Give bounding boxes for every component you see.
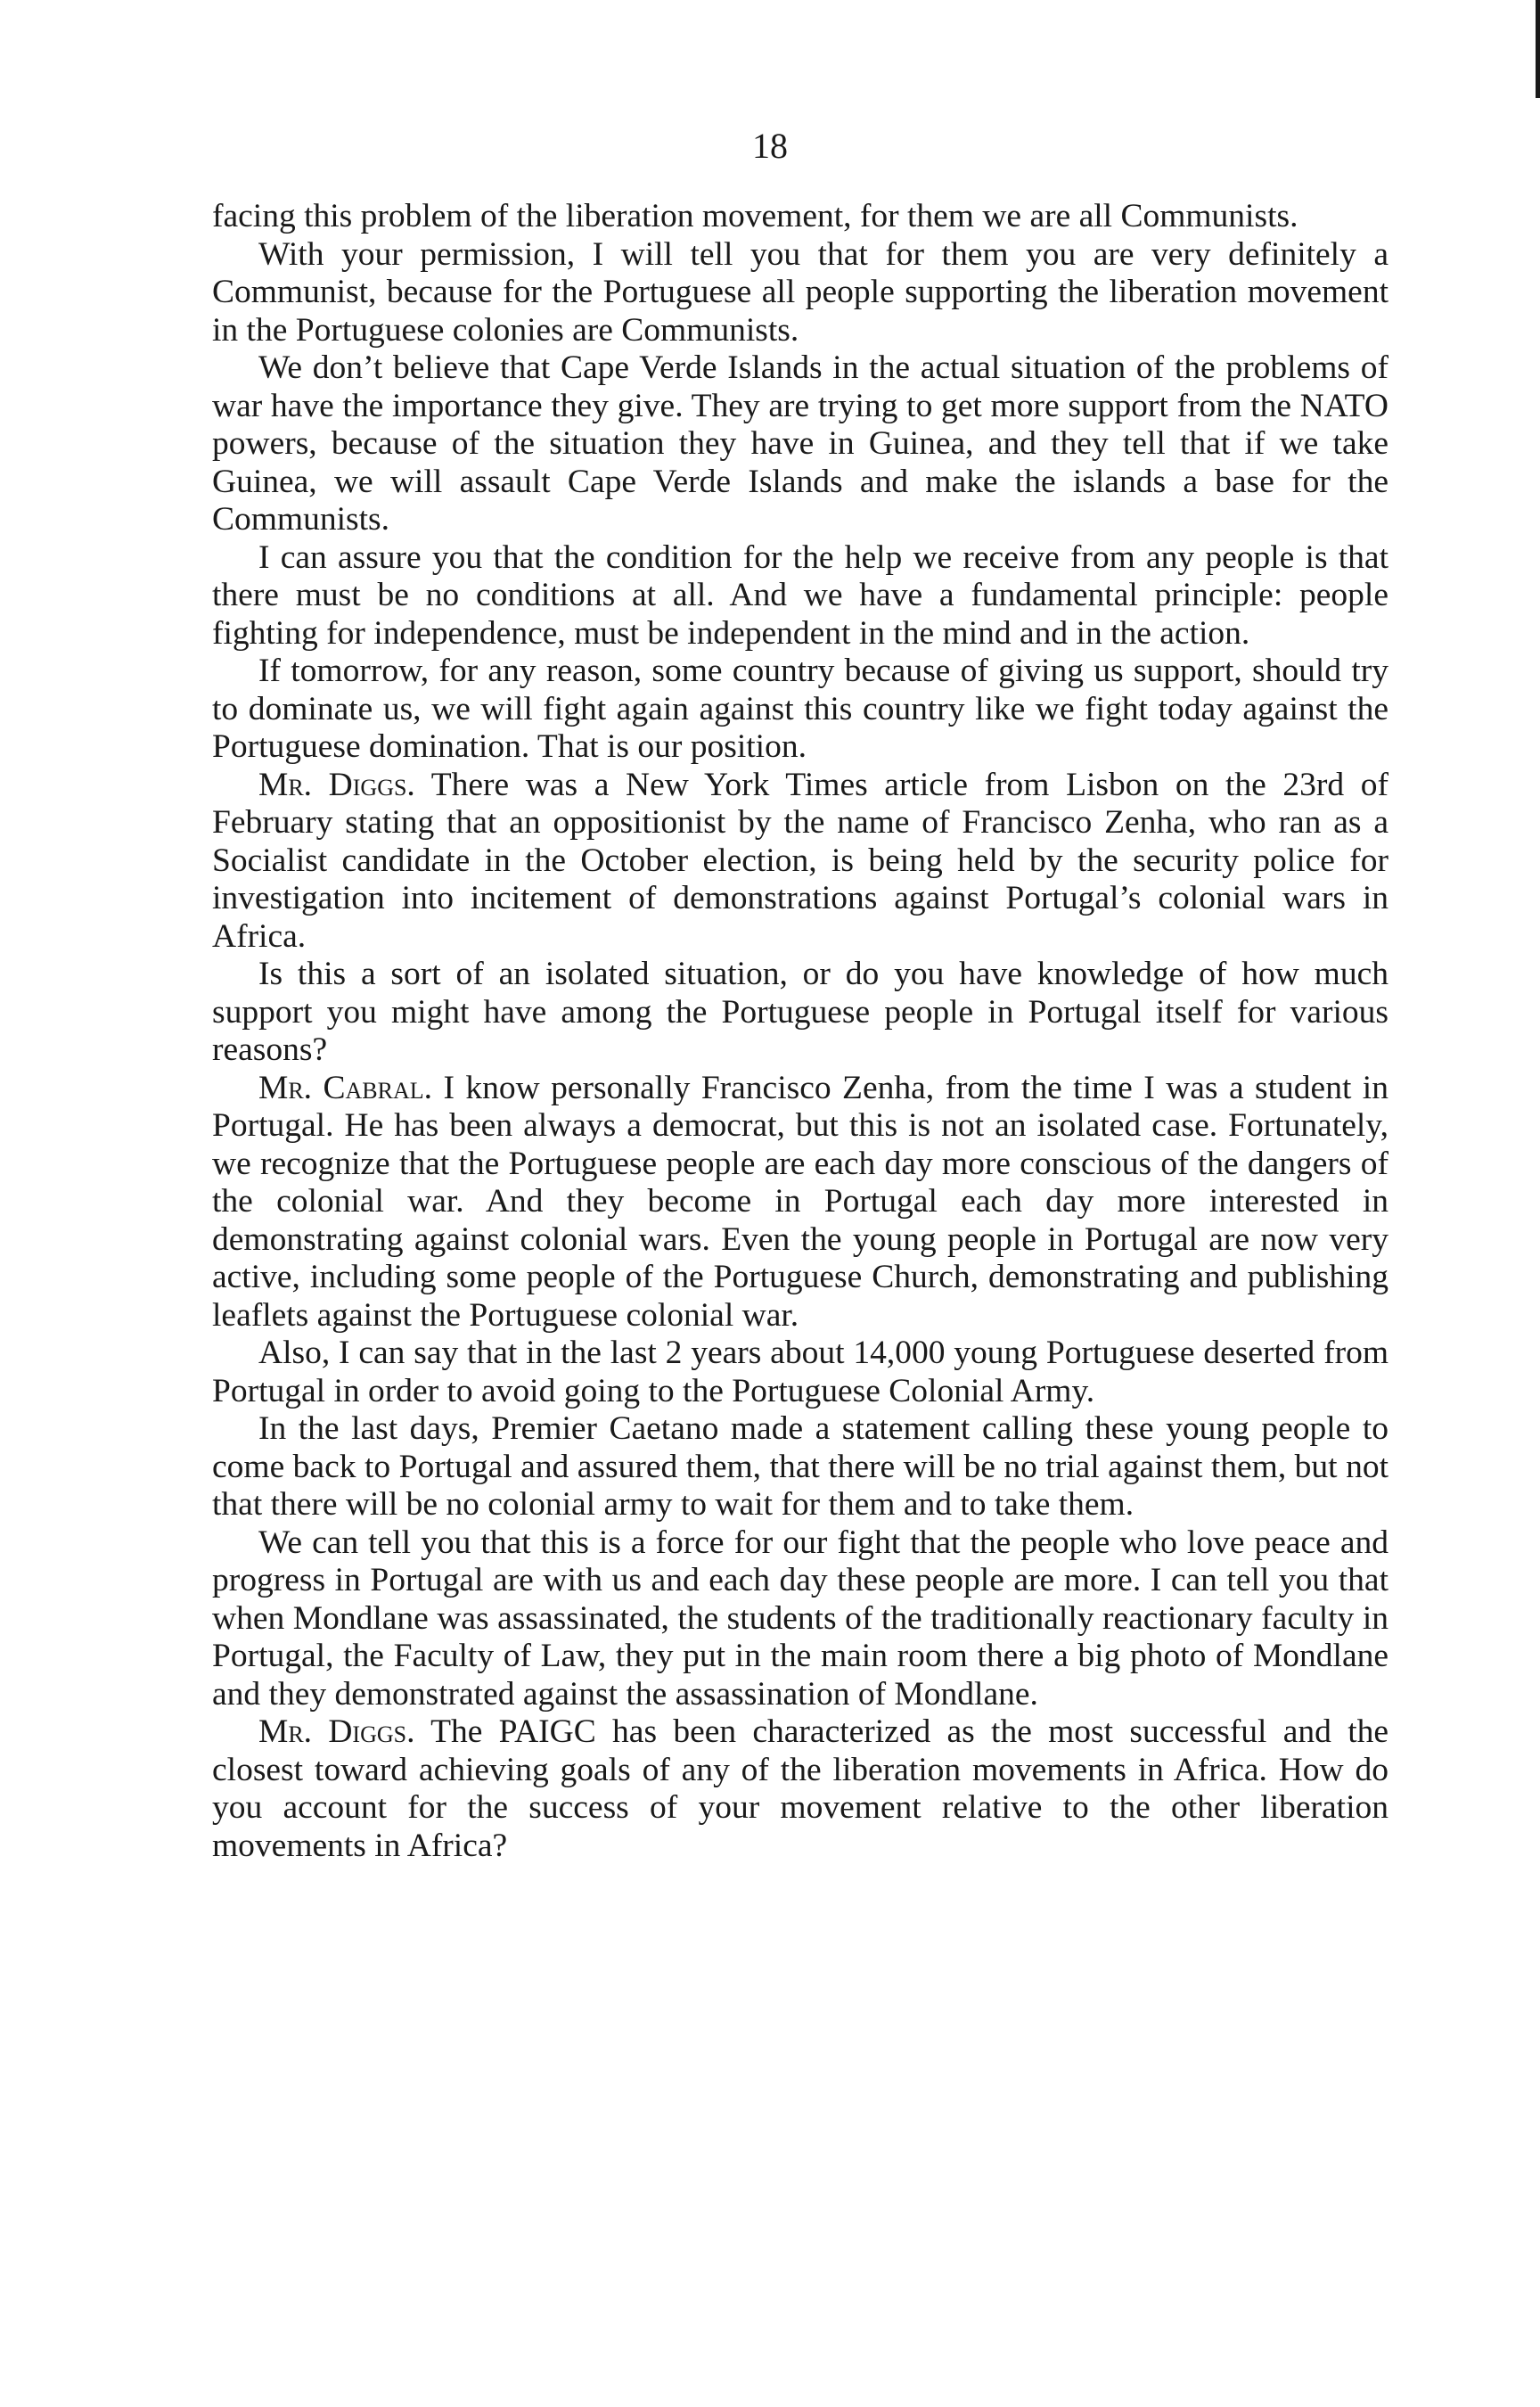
paragraph-12: Mr. Diggs. The PAIGC has been characterized as the most successful and the closest toward achieving goals of any of the liberation movements in Africa. How do you account for the success of your movement relative to the other liberation movements in Africa?	[212, 1713, 1389, 1864]
paragraph-9: Also, I can say that in the last 2 years about 14,000 young Portuguese deserted from Portugal in order to avoid going to the Portuguese Colonial Army.	[212, 1335, 1388, 1409]
speaker-name: Mr. Cabral.	[258, 1069, 433, 1106]
paragraph-1: facing this problem of the liberation movement, for them we are all Communists.	[212, 198, 1298, 234]
paragraph-11: We can tell you that this is a force for our fight that the people who love peace and progress in Portugal are with us and each day these people are more. I can tell you that when Mondlane was assassinated, the students of the traditionally reactionary faculty in Portugal, the Faculty of Law, they put in the main room there a big photo of Mondlane and they demonstrated against the assassination of Mondlane.	[212, 1524, 1388, 1713]
scan-edge-mark	[1536, 0, 1540, 98]
paragraph-6: Mr. Diggs. There was a New York Times article from Lisbon on the 23rd of February stating that an oppositionist by the name of Francisco Zenha, who ran as a Socialist candidate in the October election, is being held by the security police for investigation into incitement of demonstrations against Portugal’s colonial wars in Africa.	[212, 766, 1389, 955]
paragraph-7: Is this a sort of an isolated situation, or do you have knowledge of how much support you might have among the Portuguese people in Portugal itself for various reasons?	[212, 956, 1388, 1068]
paragraph-4: I can assure you that the condition for the help we receive from any people is that there must be no conditions at all. And we have a fundamental principle: people fighting for independence, must be independent in the mind and in the action.	[212, 538, 1388, 652]
paragraph-3: We don’t believe that Cape Verde Islands in the actual situation of the problems of war have the importance they give. They are trying to get more support from the NATO powers, because of the situation they have in Guinea, and they tell that if we take Guinea, we will assault Cape Verde Islands and make the islands a base for the Communists.	[212, 349, 1388, 538]
paragraph-5: If tomorrow, for any reason, some country because of giving us support, should try to dominate us, we will fight again against this country like we fight today against the Portuguese domination. That is our position.	[212, 653, 1388, 765]
speaker-name: Mr. Diggs.	[258, 1713, 415, 1750]
speaker-name: Mr. Diggs.	[258, 766, 415, 803]
paragraph-8: Mr. Cabral. I know personally Francisco Zenha, from the time I was a student in Portugal. He has been always a democrat, but this is not an isolated case. Fortunately, we recognize that the Portuguese people are each day more conscious of the dangers of the colonial war. And they become in Portugal each day more interested in demonstrating against colonial wars. Even the young people in Portugal are now very active, including some people of the Portuguese Church, demonstrating and publishing leaflets against the Portuguese colonial war.	[212, 1069, 1388, 1334]
paragraph-10: In the last days, Premier Caetano made a statement calling these young people to come back to Portugal and assured them, that there will be no trial against them, but not that there will be no colonial army to wait for them and to take them.	[212, 1410, 1388, 1523]
paragraph-2: With your permission, I will tell you that for them you are very definitely a Communist, because for the Portuguese all people supporting the liberation movement in the Portuguese colonies are Communists.	[212, 235, 1388, 349]
page-number: 18	[752, 126, 788, 166]
body-text	[212, 198, 1388, 1865]
